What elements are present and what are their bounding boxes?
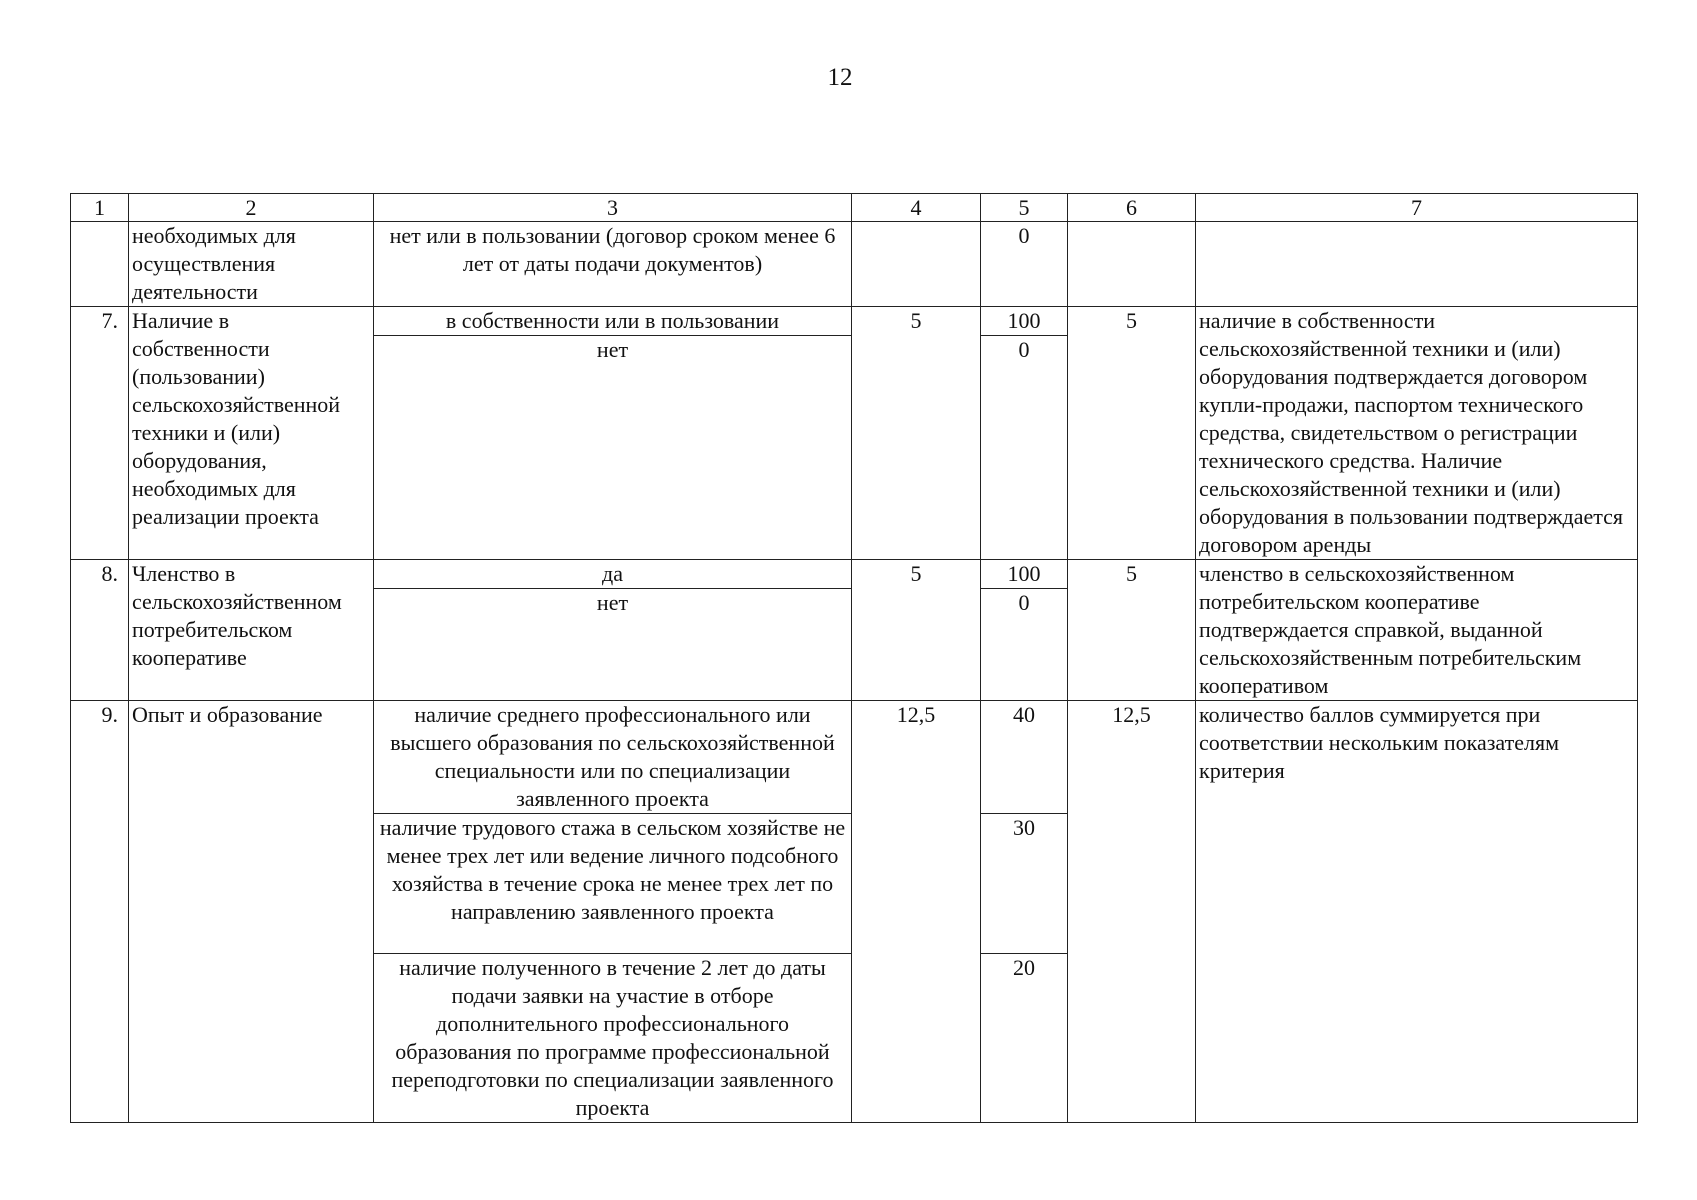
criterion-cell: Членство в сельскохозяйственном потребительском кооперативе xyxy=(129,560,374,701)
column-header: 4 xyxy=(852,194,981,222)
indicator-cell: нет xyxy=(374,589,852,701)
indicator-cell: наличие среднего профессионального или высшего образования по сельскохозяйственной специальности или по специализации заявленного проекта xyxy=(374,701,852,814)
row-number-cell: 9. xyxy=(71,701,129,1123)
note-cell: количество баллов суммируется при соответствии нескольким показателям критерия xyxy=(1196,701,1638,1123)
points-cell: 20 xyxy=(981,954,1068,1123)
points-cell: 30 xyxy=(981,814,1068,954)
points-cell: 0 xyxy=(981,222,1068,307)
max-score-cell: 5 xyxy=(1068,560,1196,701)
indicator-cell: нет xyxy=(374,336,852,560)
criteria-table xyxy=(70,193,1638,1123)
indicator-cell: наличие трудового стажа в сельском хозяйстве не менее трех лет или ведение личного подсобного хозяйства в течение срока не менее трех лет по направлению заявленного проекта xyxy=(374,814,852,954)
column-header: 6 xyxy=(1068,194,1196,222)
row-number-cell: 7. xyxy=(71,307,129,560)
column-header: 3 xyxy=(374,194,852,222)
points-cell: 40 xyxy=(981,701,1068,814)
column-header: 7 xyxy=(1196,194,1638,222)
max-score-cell xyxy=(1068,222,1196,307)
weight-cell: 5 xyxy=(852,307,981,560)
column-header: 5 xyxy=(981,194,1068,222)
indicator-cell: в собственности или в пользовании xyxy=(374,307,852,336)
points-cell: 100 xyxy=(981,560,1068,589)
page-number: 12 xyxy=(827,64,853,91)
note-cell: наличие в собственности сельскохозяйственной техники и (или) оборудования подтверждается договором купли-продажи, паспортом технического средства, свидетельством о регистрации технического средства. Наличие сельскохозяйственной техники и (или) оборудования в пользовании подтверждается договором аренды xyxy=(1196,307,1638,560)
indicator-cell: да xyxy=(374,560,852,589)
criterion-cell: Наличие в собственности (пользовании) сельскохозяйственной техники и (или) оборудования, необходимых для реализации проекта xyxy=(129,307,374,560)
weight-cell: 12,5 xyxy=(852,701,981,1123)
table-row xyxy=(71,560,1638,589)
column-header-row xyxy=(71,194,1638,222)
max-score-cell: 5 xyxy=(1068,307,1196,560)
row-number-cell xyxy=(71,222,129,307)
points-cell: 0 xyxy=(981,336,1068,560)
weight-cell: 5 xyxy=(852,560,981,701)
row-number-cell: 8. xyxy=(71,560,129,701)
max-score-cell: 12,5 xyxy=(1068,701,1196,1123)
column-header: 1 xyxy=(71,194,129,222)
criterion-cell: Опыт и образование xyxy=(129,701,374,1123)
weight-cell xyxy=(852,222,981,307)
criterion-cell: необходимых для осуществления деятельности xyxy=(129,222,374,307)
table-row xyxy=(71,307,1638,336)
note-cell: членство в сельскохозяйственном потребительском кооперативе подтверждается справкой, выданной сельскохозяйственным потребительским кооперативом xyxy=(1196,560,1638,701)
points-cell: 100 xyxy=(981,307,1068,336)
indicator-cell: нет или в пользовании (договор сроком менее 6 лет от даты подачи документов) xyxy=(374,222,852,307)
table-row-continuation xyxy=(71,222,1638,307)
indicator-cell: наличие полученного в течение 2 лет до даты подачи заявки на участие в отборе дополнительного профессионального образования по программе профессиональной переподготовки по специализации заявленного проекта xyxy=(374,954,852,1123)
note-cell xyxy=(1196,222,1638,307)
column-header: 2 xyxy=(129,194,374,222)
table-row xyxy=(71,701,1638,814)
points-cell: 0 xyxy=(981,589,1068,701)
